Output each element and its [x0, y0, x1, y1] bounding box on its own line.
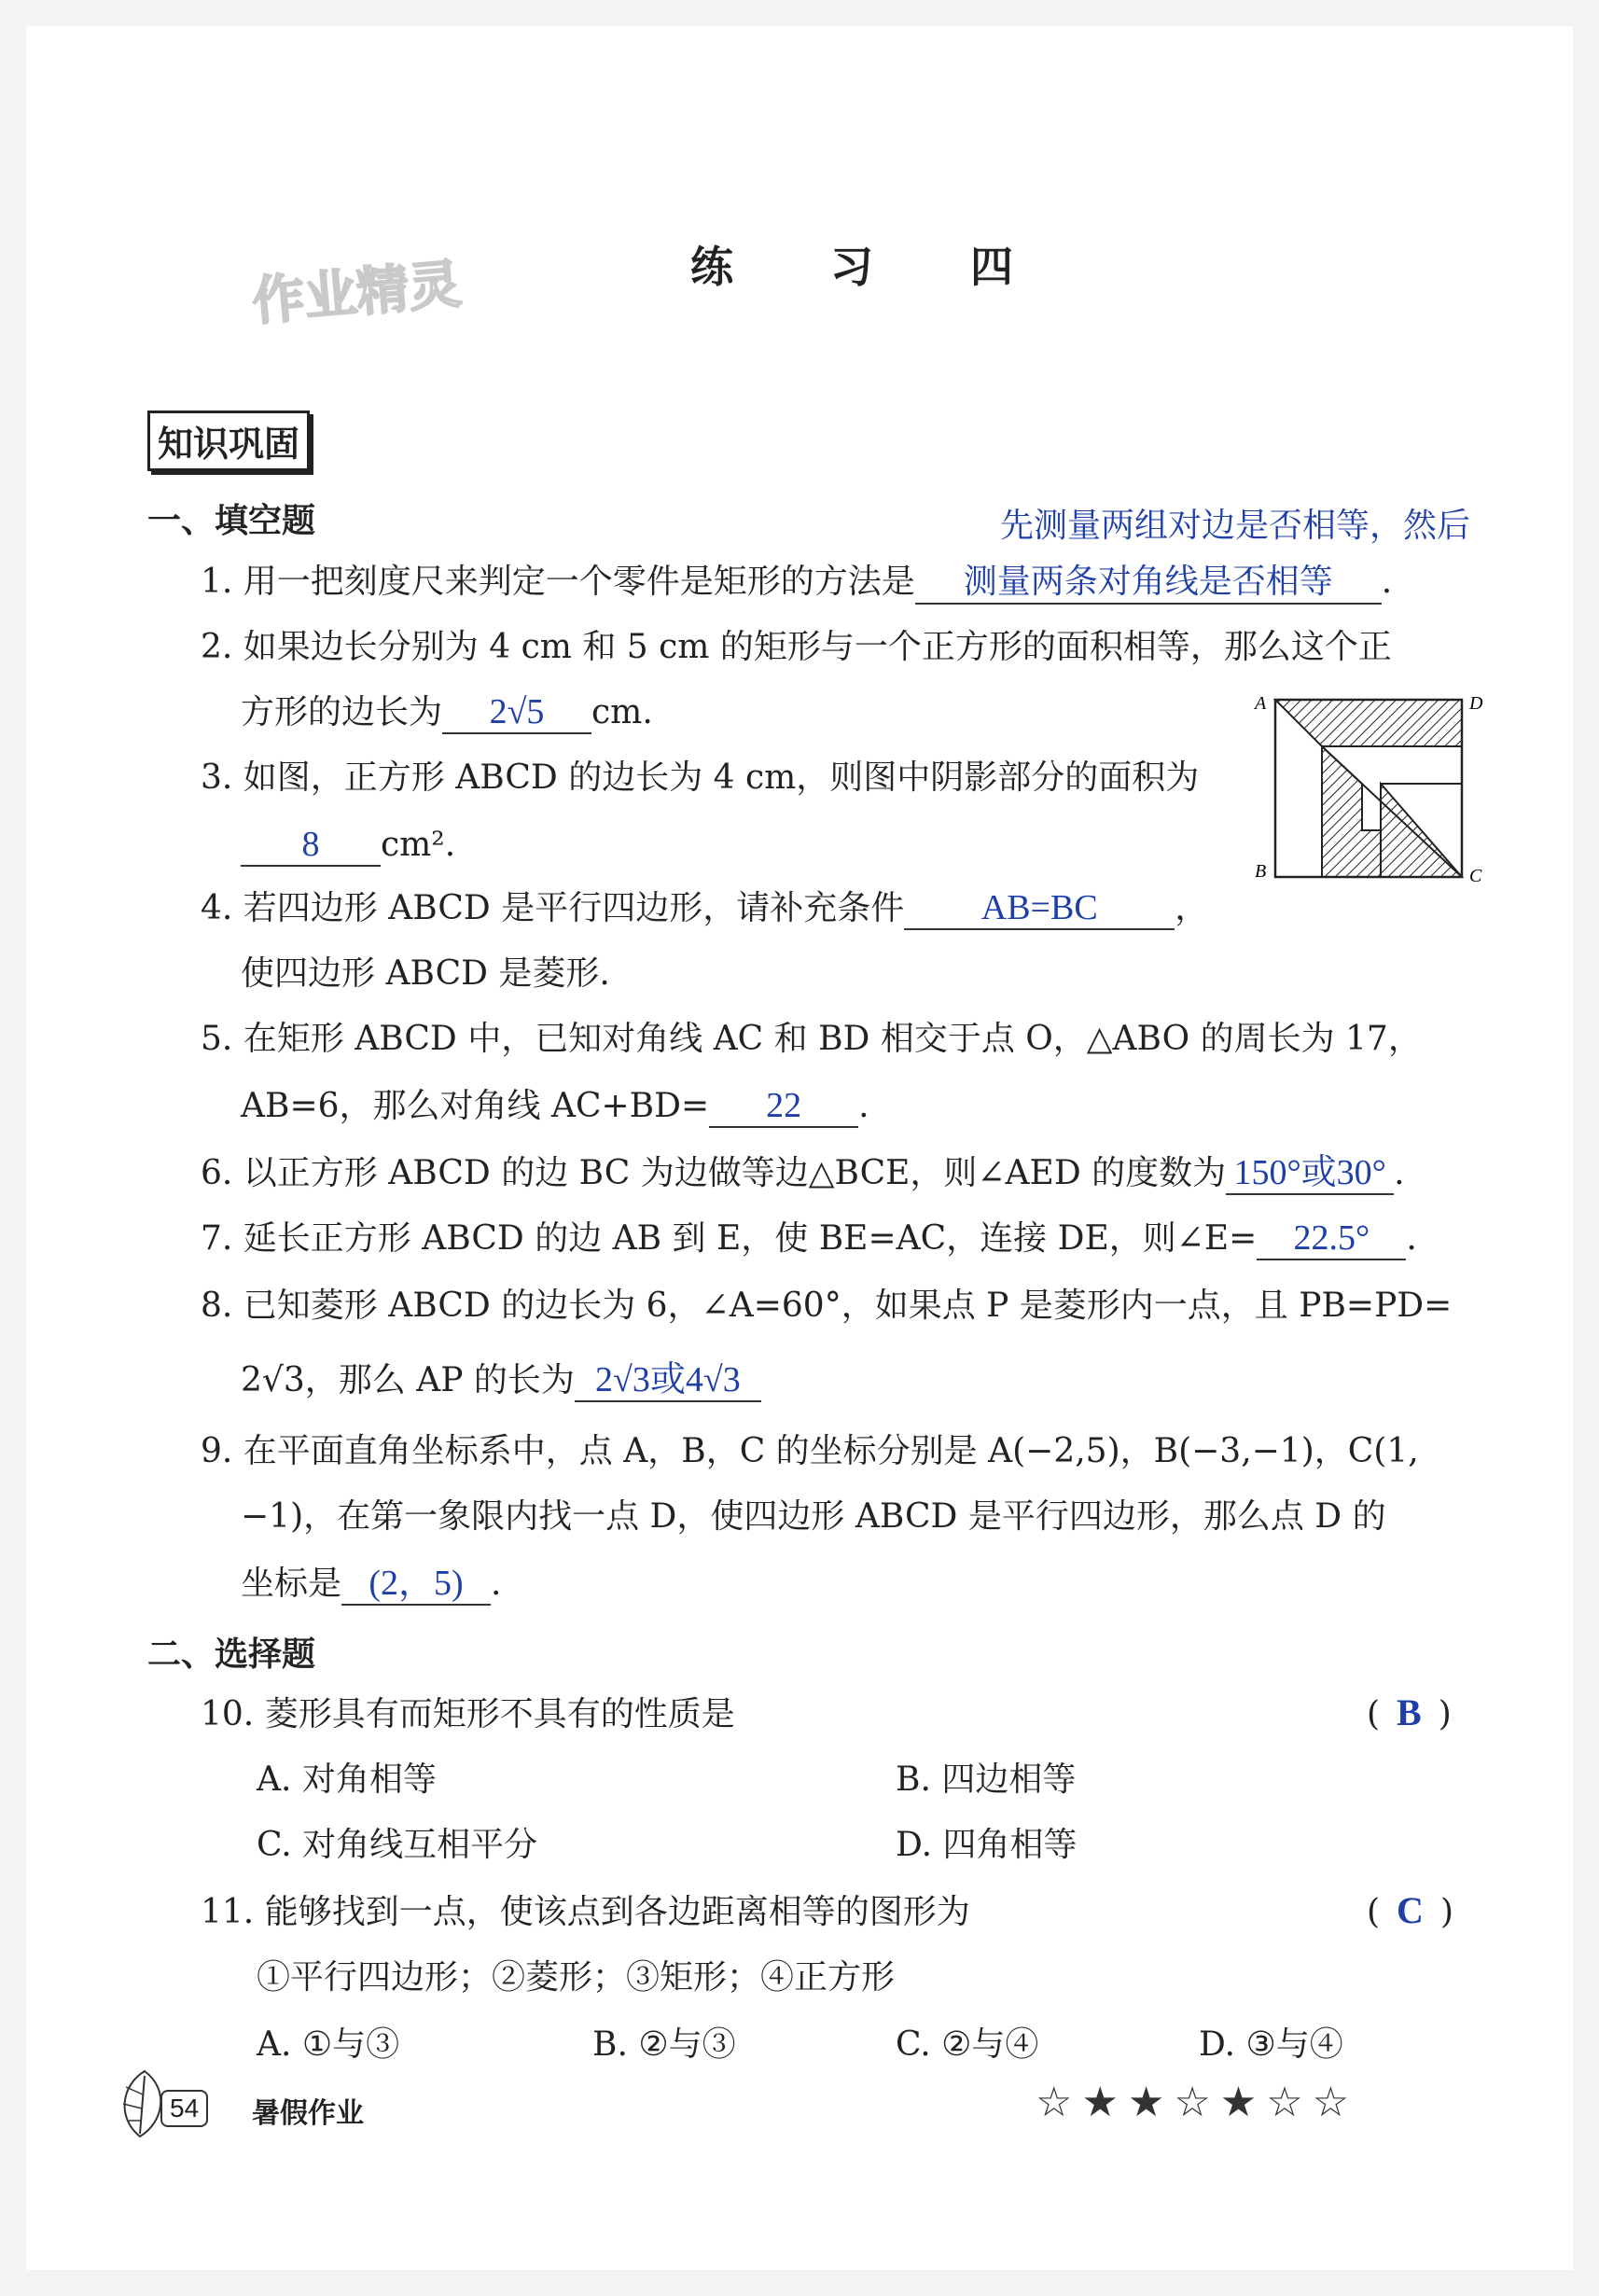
q9-answer: (2，5): [341, 1563, 491, 1606]
section-label: 知识巩固: [147, 410, 310, 471]
q7-end: .: [1406, 1219, 1417, 1258]
q1: [201, 558, 1392, 606]
q9-line1: 9. 在平面直角坐标系中，点 A，B，C 的坐标分别是 A(−2,5)，B(−3,−1)，C(1,: [201, 1432, 1419, 1470]
q4-text: 4. 若四边形 ABCD 是平行四边形，请补充条件: [201, 889, 905, 927]
q10-text: 10. 菱形具有而矩形不具有的性质是: [201, 1695, 735, 1733]
shaded-region-left: [1322, 746, 1381, 877]
q5-answer: 22: [709, 1085, 858, 1128]
q11-text: 11. 能够找到一点，使该点到各边距离相等的图形为: [201, 1893, 970, 1931]
q11-answer-paren: ( C ): [1367, 1889, 1453, 1931]
q6-answer: 150°或30°: [1226, 1152, 1394, 1195]
q8-line2: [241, 1357, 761, 1405]
q11-line2: ①平行四边形；②菱形；③矩形；④正方形: [257, 1958, 896, 1997]
q4-end: ，: [1175, 889, 1209, 927]
q1-answer-line2: 测量两条对角线是否相等: [915, 562, 1382, 605]
watermark: 作业精灵: [249, 254, 464, 333]
fill-heading: 一、填空题: [147, 502, 316, 540]
q2-label: 方形的边长为: [241, 693, 443, 731]
q1-text: 1. 用一把刻度尺来判定一个零件是矩形的方法是: [201, 563, 915, 601]
q3-answer: 8: [241, 824, 381, 867]
q2-line1: 2. 如果边长分别为 4 cm 和 5 cm 的矩形与一个正方形的面积相等，那么这个正: [201, 628, 1392, 666]
book-title: 暑假作业: [252, 2097, 364, 2130]
q9-line3: [241, 1560, 501, 1608]
q8-line1: 8. 已知菱形 ABCD 的边长为 6，∠A=60°，如果点 P 是菱形内一点，且 PB=PD=: [201, 1287, 1453, 1325]
q4-answer: AB=BC: [904, 887, 1175, 930]
q5-text: AB=6，那么对角线 AC+BD=: [241, 1087, 710, 1125]
q3-line2: [241, 821, 455, 870]
choice-heading: 二、选择题: [147, 1635, 316, 1674]
q10-option-c: C. 对角线互相平分: [257, 1826, 538, 1864]
q10-option-d: D. 四角相等: [896, 1826, 1078, 1864]
q3-unit: cm².: [381, 826, 456, 864]
q6-line1: [201, 1149, 1405, 1198]
q1-end: .: [1381, 563, 1393, 601]
shaded-region-top: [1275, 700, 1462, 746]
q10-answer: B: [1397, 1691, 1422, 1733]
q11-option-c: C. ②与④: [896, 2025, 1039, 2064]
q5-line1: 5. 在矩形 ABCD 中，已知对角线 AC 和 BD 相交于点 O，△ABO 的周长为 17，: [201, 1020, 1422, 1058]
q2-answer: 2√5: [442, 691, 591, 734]
q6-end: .: [1394, 1154, 1405, 1192]
q8-answer: 2√3或4√3: [575, 1359, 761, 1402]
page-number: 54: [160, 2090, 208, 2127]
q5-line2: [241, 1082, 869, 1131]
square-figure: [1245, 681, 1497, 896]
q2-line2: [241, 689, 653, 737]
q11-option-d: D. ③与④: [1199, 2025, 1343, 2064]
label-A: A: [1255, 693, 1267, 714]
q10-option-b: B. 四边相等: [896, 1760, 1077, 1799]
q4-line1: [201, 884, 1208, 933]
q9-line2: −1)，在第一象限内找一点 D，使四边形 ABCD 是平行四边形，那么点 D 的: [241, 1497, 1386, 1536]
shaded-region-right: [1381, 784, 1462, 877]
q11-answer: C: [1397, 1889, 1424, 1931]
q7-line1: [201, 1215, 1417, 1263]
q6-text: 6. 以正方形 ABCD 的边 BC 为边做等边△BCE，则∠AED 的度数为: [201, 1154, 1227, 1192]
label-D: D: [1469, 693, 1483, 714]
q7-answer: 22.5°: [1257, 1218, 1406, 1260]
page-title: 练 习 四: [690, 242, 1055, 292]
q11-option-b: B. ②与③: [592, 2025, 736, 2064]
q1-answer-line1: 先测量两组对边是否相等，然后: [1000, 507, 1471, 545]
q7-text: 7. 延长正方形 ABCD 的边 AB 到 E，使 BE=AC，连接 DE，则∠E=: [201, 1219, 1258, 1258]
q5-end: .: [858, 1087, 869, 1125]
label-C: C: [1469, 866, 1482, 886]
difficulty-stars: ☆★★☆★☆☆: [1036, 2079, 1359, 2126]
q11-option-a: A. ①与③: [257, 2025, 400, 2064]
q9-end: .: [491, 1565, 502, 1603]
q3-line1: 3. 如图，正方形 ABCD 的边长为 4 cm，则图中阴影部分的面积为: [201, 758, 1200, 797]
q9-text: 坐标是: [241, 1565, 342, 1603]
q10-option-a: A. 对角相等: [257, 1760, 437, 1799]
q10-answer-paren: ( B ): [1367, 1691, 1452, 1733]
q4-line2: 使四边形 ABCD 是菱形.: [241, 954, 610, 993]
label-B: B: [1255, 861, 1267, 882]
q8-text: 2√3，那么 AP 的长为: [241, 1361, 575, 1399]
q2-unit: cm.: [591, 693, 653, 731]
